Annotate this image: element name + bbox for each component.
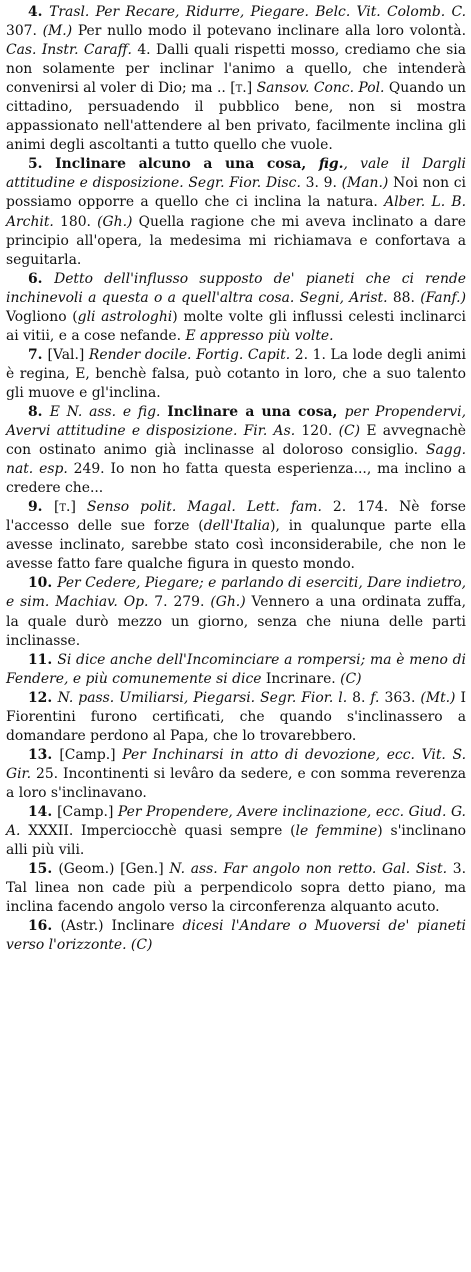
entry-text-segment: Incrinare. xyxy=(261,670,341,687)
entry-number: 10. xyxy=(28,575,58,592)
entry-text-segment: ) molte volte gli influssi celesti inclinarci ai vitii, e a cose nefande. xyxy=(6,308,466,344)
entry-text-segment: ), in qualunque parte ella avesse inclinato, sarebbe stato così inconsiderabile, che non le avesse fatto fare qualche figura in questo mondo. xyxy=(6,518,466,573)
entry-text-segment: E appresso più volte. xyxy=(185,327,334,344)
entry-text-segment: Inclinare alcuno a una cosa, xyxy=(55,156,319,173)
entry-number: 12. xyxy=(28,689,58,706)
entry-text-segment: ] xyxy=(70,499,87,516)
entry-text-segment: ) s'inclinano alli più vili. xyxy=(6,823,466,859)
entry-text-segment: dicesi l'Andare o Muoversi de' pianeti verso l'orizzonte. xyxy=(6,918,466,954)
entry-text-segment: gli astrologhi xyxy=(77,308,173,325)
entry-8 xyxy=(6,403,466,498)
entry-11 xyxy=(6,651,466,689)
entry-text-segment: 3. 9. xyxy=(300,175,342,192)
entry-text-segment: (Astr.) Inclinare xyxy=(60,918,183,935)
entry-number: 7. xyxy=(28,346,48,363)
entry-text-segment: [Val.] xyxy=(47,346,89,363)
entry-text-segment: (C) xyxy=(130,937,153,954)
entry-text-segment: Vogliono ( xyxy=(6,308,78,325)
entry-text-segment: Per nullo modo il potevano inclinare alla loro volontà. xyxy=(72,23,466,40)
entry-text-segment: (Mt.) xyxy=(420,689,456,706)
entry-text-segment: 4. Dalli quali rispetti mosso, crediamo che sia non solamente per inclinar l'animo a quello, che intenderà convenirsi al voler di Dio; ma .. [ xyxy=(6,42,466,97)
entry-number: 9. xyxy=(28,499,54,516)
entry-text-segment: 363. xyxy=(379,689,421,706)
entry-text-segment: 180. xyxy=(53,213,98,230)
entry-number: 15. xyxy=(28,861,59,878)
entry-13 xyxy=(6,746,466,803)
entry-text-segment: Quando un cittadino, persuadendo il pubblico bene, non si mostra appassionato nell'attendere al ben privato, facilmente inclina gli animi degli ascoltanti a tutto quello che vuole. xyxy=(6,80,466,154)
entry-text-segment: (Gh.) xyxy=(210,594,246,611)
entry-16 xyxy=(6,917,466,955)
entry-text-segment: (Geom.) [Gen.] xyxy=(58,861,170,878)
entry-text-segment: Senso polit. Magal. Lett. fam. xyxy=(86,499,322,516)
entry-text-segment: Si dice anche dell'Incominciare a rompersi; ma è meno di Fendere, e più comunemente si dice xyxy=(6,651,466,687)
entry-text-segment: E N. ass. e fig. xyxy=(49,403,168,420)
entry-text-segment: (M.) xyxy=(42,23,73,40)
entry-text-segment: XXXII. Imperciocchè quasi sempre ( xyxy=(20,823,296,840)
entry-text-segment: 120. xyxy=(295,423,339,440)
entry-text-segment: 25. Incontinenti si levâro da sedere, e con somma reverenza a loro s'inclinavano. xyxy=(6,765,466,801)
entry-text-segment: [ xyxy=(53,499,60,516)
entry-text-segment: Sansov. Conc. Pol. xyxy=(256,80,385,97)
entry-number: 5. xyxy=(28,156,56,173)
entry-number: 16. xyxy=(28,918,61,935)
entry-number: 13. xyxy=(28,746,60,763)
entry-text-segment: N. ass. Far angolo non retto. Gal. Sist. xyxy=(169,861,448,878)
entry-text-segment: E avvegnachè con ostinato animo già inclinasse al doloroso consiglio. xyxy=(6,423,466,459)
entry-text-segment: Per Inchinarsi in atto di devozione, ecc. Vit. S. Gir. xyxy=(6,746,466,782)
entry-text-segment: 88. xyxy=(387,289,421,306)
entry-text-segment: Per Propendere, Avere inclinazione, ecc. Giud. G. A. xyxy=(6,803,466,840)
entry-text-segment: Detto dell'influsso supposto de' pianeti che ci rende inchinevoli a questa o a quell'altra cosa. Segni, Arist. xyxy=(6,270,467,306)
entry-text-segment: (Gh.) xyxy=(97,213,133,230)
entry-text-segment: ] xyxy=(246,80,257,97)
entry-text-segment: Quella ragione che mi aveva inclinato a dare principio all'opera, la medesima mi richiamava e confortava a seguitarla. xyxy=(6,213,466,268)
entry-number: 4. xyxy=(28,4,50,20)
entry-number: 14. xyxy=(28,803,58,820)
entry-text-segment: Trasl. Per Recare, Ridurre, Piegare. Belc. Vit. Colomb. C. xyxy=(49,4,466,20)
entry-text-segment: (Man.) xyxy=(341,175,389,192)
entry-text-segment: , vale il Dargli attitudine e disposizione. Segr. Fior. Disc. xyxy=(6,156,466,192)
entry-text-segment: Render docile. Fortig. Capit. xyxy=(88,346,291,363)
entry-text-segment: 7. 279. xyxy=(148,594,211,611)
entry-text-segment: 8. xyxy=(347,689,371,706)
entry-text-segment: Inclinare a una cosa, xyxy=(167,403,345,420)
entry-text-segment: N. pass. Umiliarsi, Piegarsi. Segr. Fior. l. xyxy=(57,689,348,706)
entry-text-segment: I Fiorentini furono certificati, che quando s'inclinassero a domandare perdono al Papa, che lo trovarebbero. xyxy=(6,689,466,744)
entry-text-segment: Sagg. nat. esp. xyxy=(6,442,466,478)
entry-4 xyxy=(6,3,466,155)
entry-5 xyxy=(6,155,466,269)
entry-text-segment: t. xyxy=(235,80,247,97)
entry-12 xyxy=(6,689,466,746)
entry-text-segment: 2. 1. La lode degli animi è regina, E, benchè falsa, può cotanto in loro, che a suo talento gli muove e gl'inclina. xyxy=(6,346,466,401)
entry-text-segment: per Propendervi, Avervi attitudine e disposizione. Fir. As. xyxy=(6,403,466,440)
entry-text-segment: Noi non ci possiamo opporre a quello che ci inclina la natura. xyxy=(6,175,466,211)
entry-text-segment: Vennero a una ordinata zuffa, la quale durò mezzo un giorno, senza che niuna delle parti inclinasse. xyxy=(6,594,467,649)
entry-number: 6. xyxy=(28,270,55,287)
entry-text-segment: f. xyxy=(370,689,380,706)
entry-text-segment: Alber. L. B. Archit. xyxy=(6,194,466,230)
entry-6 xyxy=(6,270,466,346)
entry-text-segment: Per Cedere, Piegare; e parlando di eserciti, Dare indietro, e sim. Machiav. Op. xyxy=(6,575,466,611)
entry-number: 8. xyxy=(28,403,50,420)
entry-text-segment: [Camp.] xyxy=(57,803,118,820)
entry-text-segment: Cas. Instr. Caraff. xyxy=(6,42,132,59)
entry-text-segment: fig. xyxy=(318,156,344,173)
entry-text-segment: t. xyxy=(59,499,71,516)
entry-9 xyxy=(6,498,466,574)
entry-text-segment: (C) xyxy=(338,423,361,440)
entry-14 xyxy=(6,803,466,860)
entry-text-segment: 249. Io non ho fatta questa esperienza..., ma inclino a credere che... xyxy=(6,461,466,497)
entry-text-segment: le femmine xyxy=(295,823,378,840)
entry-text-segment: (C) xyxy=(340,670,362,687)
entry-text-segment: 3. Tal linea non cade più a perpendicolo sopra detto piano, ma inclina facendo angolo verso la circonferenza alquanto acuto. xyxy=(6,861,466,916)
entry-text-segment: 2. 174. Nè forse l'accesso delle sue forze ( xyxy=(6,499,467,535)
entry-10 xyxy=(6,574,466,650)
entry-7 xyxy=(6,346,466,403)
entry-15 xyxy=(6,860,466,917)
entry-text-segment: (Fanf.) xyxy=(420,289,467,306)
entry-text-segment: 307. xyxy=(6,23,43,40)
entry-text-segment: dell'Italia xyxy=(203,518,271,535)
entry-text-segment: [Camp.] xyxy=(59,746,123,763)
entry-number: 11. xyxy=(28,651,58,668)
